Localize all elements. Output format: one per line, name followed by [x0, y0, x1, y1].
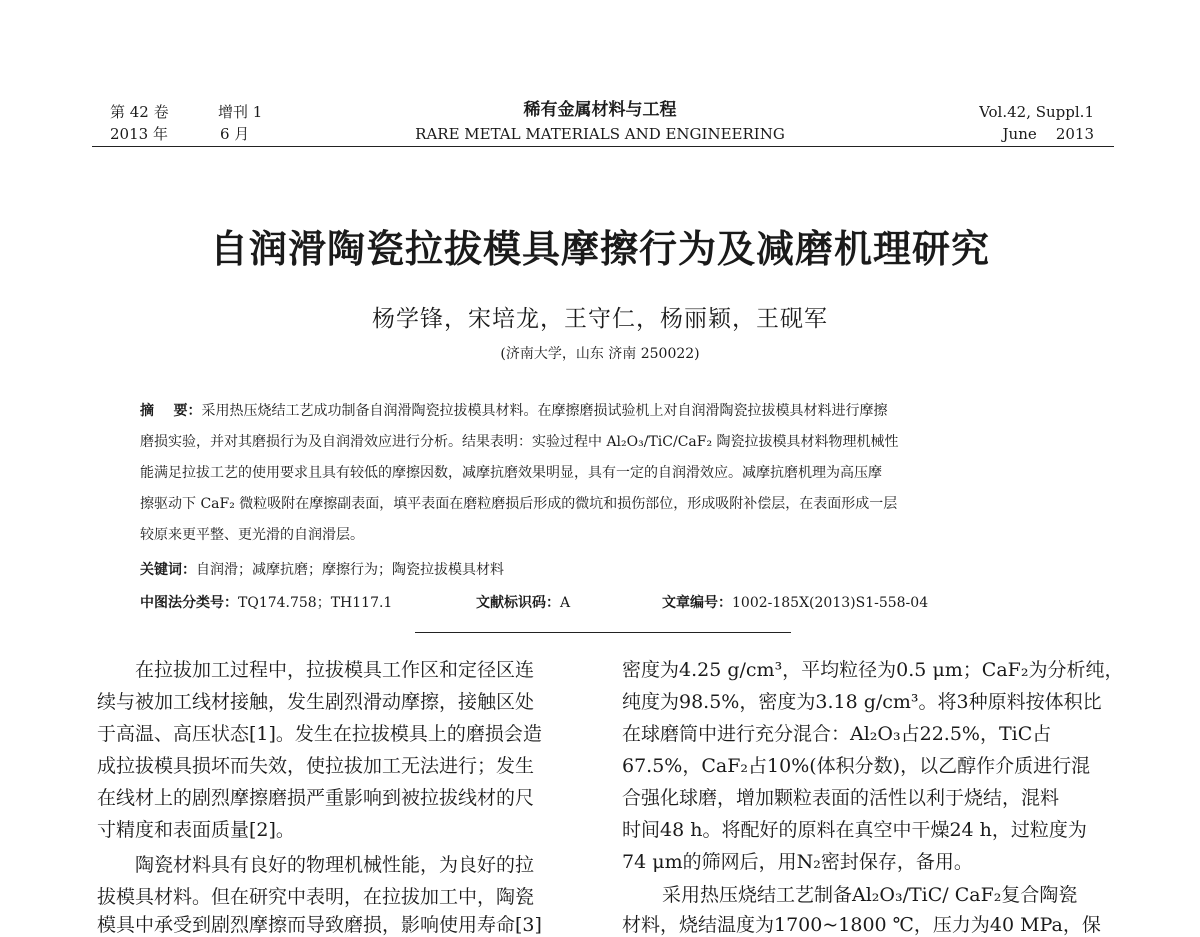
authors: 杨学锋，宋培龙，王守仁，杨丽颖，王砚军: [372, 306, 828, 332]
body-left-line: 模具中承受到剧烈摩擦而导致磨损，影响使用寿命[3]: [97, 914, 542, 936]
clc-label: 中图法分类号：: [140, 595, 238, 611]
abstract-line: 较原来更平整、更光滑的自润滑层。: [140, 527, 364, 543]
body-right-line: 纯度为98.5%，密度为3.18 g/cm³。将3种原料按体积比: [622, 691, 1102, 713]
header-month: 6 月: [220, 125, 250, 143]
articleno-value: 1002-185X(2013)S1-558-04: [732, 595, 929, 611]
body-left-line: 在线材上的剧烈摩擦磨损严重影响到被拉拔线材的尺: [97, 787, 535, 809]
abstract-line: 磨损实验，并对其磨损行为及自润滑效应进行分析。结果表明：实验过程中 Al₂O₃/TiC/CaF₂ 陶瓷拉拔模具材料物理机械性: [140, 434, 899, 450]
body-right-line: 时间48 h。将配好的原料在真空中干燥24 h，过粒度为: [622, 819, 1087, 841]
affiliation: (济南大学，山东 济南 250022): [500, 346, 700, 362]
keywords: [140, 560, 504, 580]
body-left-line: 寸精度和表面质量[2]。: [97, 819, 295, 841]
journal-title-cn: 稀有金属材料与工程: [523, 100, 677, 120]
body-left-line: 续与被加工线材接触，发生剧烈滑动摩擦，接触区处: [97, 691, 535, 713]
body-right-line: 采用热压烧结工艺制备Al₂O₃/TiC/ CaF₂复合陶瓷: [662, 884, 1078, 906]
keywords-text: 自润滑；减摩抗磨；摩擦行为；陶瓷拉拔模具材料: [196, 562, 504, 578]
doccode-label: 文献标识码：: [476, 595, 560, 611]
keywords-label: 关键词：: [140, 562, 196, 578]
header-year: 2013 年: [110, 125, 168, 143]
body-right-line: 在球磨筒中进行充分混合：Al₂O₃占22.5%，TiC占: [622, 723, 1052, 745]
body-right-line: 密度为4.25 g/cm³，平均粒径为0.5 μm；CaF₂为分析纯，: [622, 659, 1124, 681]
body-left-line: 拔模具材料。但在研究中表明，在拉拔加工中，陶瓷: [97, 886, 535, 908]
abstract-line: 摘 要：采用热压烧结工艺成功制备自润滑陶瓷拉拔模具材料。在摩擦磨损试验机上对自润滑陶瓷拉拔模具材料进行摩擦: [140, 403, 888, 419]
header-volume-en: Vol.42, Suppl.1: [979, 103, 1094, 121]
header-rule: [92, 146, 1114, 147]
abstract-line: 能满足拉拔工艺的使用要求且具有较低的摩擦因数，减摩抗磨效果明显，具有一定的自润滑效应。减摩抗磨机理为高压摩: [140, 465, 882, 481]
body-left-line: 在拉拔加工过程中，拉拔模具工作区和定径区连: [135, 659, 535, 681]
body-left-line: 于高温、高压状态[1]。发生在拉拔模具上的磨损会造: [97, 723, 542, 745]
body-left-line: 陶瓷材料具有良好的物理机械性能，为良好的拉: [135, 854, 535, 876]
articleno-label: 文章编号：: [662, 595, 732, 611]
classification: [140, 593, 392, 613]
header-volume: 第 42 卷: [110, 103, 169, 121]
journal-title-en: RARE METAL MATERIALS AND ENGINEERING: [415, 125, 785, 143]
abstract-line: 擦驱动下 CaF₂ 微粒吸附在摩擦副表面，填平表面在磨粒磨损后形成的微坑和损伤部位，形成吸附补偿层，在表面形成一层: [140, 496, 898, 512]
header-supplement: 增刊 1: [218, 103, 263, 121]
body-right-line: 74 μm的筛网后，用N₂密封保存，备用。: [622, 851, 973, 873]
body-right-line: 合强化球磨，增加颗粒表面的活性以利于烧结，混料: [622, 787, 1060, 809]
document-code: [476, 593, 570, 613]
article-number: [662, 593, 928, 613]
body-right-line: 67.5%，CaF₂占10%(体积分数)，以乙醇作介质进行混: [622, 755, 1091, 777]
clc-value: TQ174.758；TH117.1: [238, 595, 393, 611]
abstract-label: 摘 要：: [140, 403, 202, 419]
abstract-divider: [415, 632, 791, 633]
article-title: 自润滑陶瓷拉拔模具摩擦行为及减磨机理研究: [209, 227, 990, 271]
header-date-en: June 2013: [1002, 125, 1094, 143]
body-right-line: 材料，烧结温度为1700~1800 ℃，压力为40 MPa，保: [622, 914, 1101, 936]
body-left-line: 成拉拔模具损坏而失效，使拉拔加工无法进行；发生: [97, 755, 535, 777]
doccode-value: A: [560, 595, 571, 611]
